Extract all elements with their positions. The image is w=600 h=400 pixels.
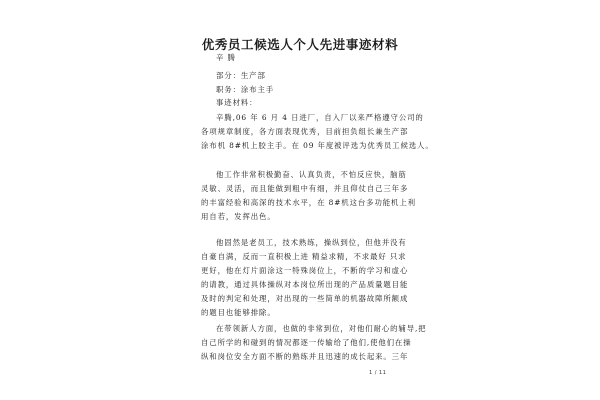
paragraph-4-line-3: 纵和岗位安全方面不断的熟练并且迅速的成长起来。三年 [201, 352, 409, 361]
department-line: 部分：生产部 [216, 71, 266, 80]
document-title: 优秀员工候选人个人先进事迹材料 [201, 37, 399, 52]
paragraph-2-line-4: 用自若，发挥出色。 [201, 212, 276, 221]
candidate-name: 辛 腾 [216, 53, 236, 62]
paragraph-3-line-4: 的请教，通过具体操纵对本岗位所出现的产品质量题目能 [201, 280, 409, 289]
paragraph-1-line-3: 涂布机 8#机上胶主手。在 09 年度被评选为优秀员工候选人。 [201, 141, 434, 150]
paragraph-2-line-3: 的丰富经验和高深的技术水平，在 8#机这台多功能机上利 [201, 198, 416, 207]
paragraph-1-line-2: 各项规章制度，各方面表现优秀，目前担负组长兼生产部 [201, 127, 409, 136]
paragraph-1-line-1: 辛腾,06 年 6 月 4 日进厂，自入厂以来严格遵守公司的 [216, 113, 424, 122]
paragraph-3-line-5: 及时的判定和处理，对出现的一些简单的机器故障所额成 [201, 294, 409, 303]
paragraph-2-line-1: 他工作非常积极勤奋、认真负责，不怕反应快，脑筋 [216, 170, 407, 179]
paragraph-4-line-1: 在带领新人方面，也做的非常到位，对他们耐心的辅导,把 [216, 324, 427, 333]
section-heading: 事迹材料： [216, 98, 258, 107]
paragraph-3-line-1: 他固然是老员工，技术熟练，操纵到位，但他并没有 [216, 238, 407, 247]
page-number: 1 / 11 [369, 370, 387, 376]
paragraph-3-line-2: 自豪自满，反而一直积极上进 精益求精，不求最好 只求 [201, 252, 407, 261]
paragraph-4-line-2: 自己所学的和碰到的情况都逐一传输给了他们,使他们在操 [201, 338, 412, 347]
paragraph-2-line-2: 灵敏、灵活，而且能做到粗中有细，并且仰仗自己三年多 [201, 184, 409, 193]
paragraph-3-line-6: 的题目也能够排除。 [201, 308, 276, 317]
paragraph-3-line-3: 更好，他在灯片面涂这一特殊岗位上，不断的学习和虚心 [201, 266, 409, 275]
position-line: 职务：涂布主手 [216, 85, 275, 94]
